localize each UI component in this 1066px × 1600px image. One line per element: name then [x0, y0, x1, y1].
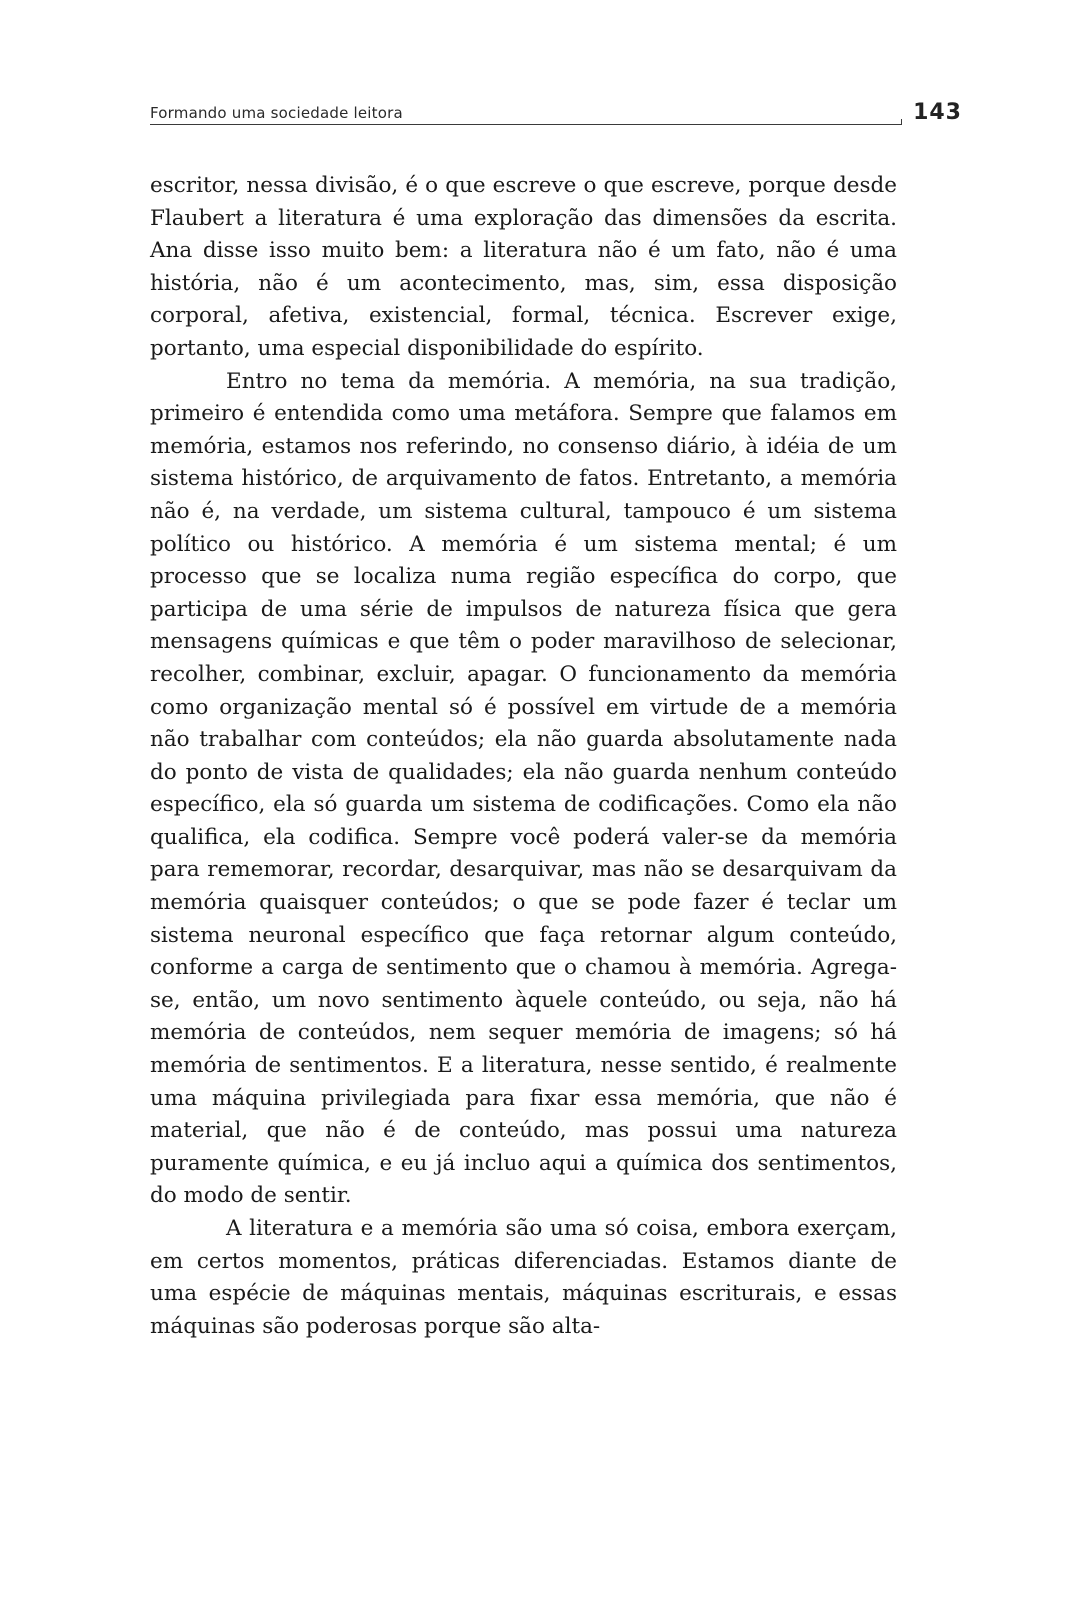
header-rule-tick: [901, 119, 902, 125]
paragraph-continuation: escritor, nessa divisão, é o que escreve o que escreve, porque desde Flaubert a literatura é uma exploração das dimensões da escrita. Ana disse isso muito bem: a literatura não é um fato, não é uma história, não é um acontecimento, mas, sim, essa disposição corporal, afetiva, existencial, formal, técnica. Escrever exige, portanto, uma especial disponibilidade do espírito.: [150, 173, 897, 361]
page-number: 143: [913, 100, 962, 125]
header-rule: [150, 124, 902, 125]
paragraph-memory: Entro no tema da memória. A memória, na sua tradição, primeiro é entendida como uma metáfora. Sempre que falamos em memória, estamos nos referindo, no consenso diário, à idéia de um sistema histórico, de arquivamento de fatos. Entretanto, a memória não é, na verdade, um sistema cultural, tampouco é um sistema político ou histórico. A memória é um sistema mental; é um processo que se localiza numa região específica do corpo, que participa de uma série de impulsos de natureza física que gera mensagens químicas e que têm o poder maravilhoso de selecionar, recolher, combinar, excluir, apagar. O funcionamento da memória como organização mental só é possível em virtude de a memória não trabalhar com conteúdos; ela não guarda absolutamente nada do ponto de vista de qualidades; ela não guarda nenhum conteúdo específico, ela só guarda um sistema de codificações. Como ela não qualifica, ela codifica. Sempre você poderá valer-se da memória para rememorar, recordar, desarquivar, mas não se desarquivam da memória quaisquer conteúdos; o que se pode fazer é teclar um sistema neuronal específico que faça retornar algum conteúdo, conforme a carga de sentimento que o chamou à memória. Agrega-se, então, um novo sentimento àquele conteúdo, ou seja, não há memória de conteúdos, nem sequer memória de imagens; só há memória de sentimentos. E a literatura, nesse sentido, é realmente uma máquina privilegiada para fixar essa memória, que não é material, que não é de conteúdo, mas possui uma natureza puramente química, e eu já incluo aqui a química dos sentimentos, do modo de sentir.: [150, 368, 897, 1209]
body-text: [150, 170, 897, 1343]
paragraph-literature-memory: A literatura e a memória são uma só coisa, embora exerçam, em certos momentos, práticas diferenciadas. Estamos diante de uma espécie de máquinas mentais, máquinas escriturais, e essas máquinas são poderosas porque são alta-: [150, 1216, 897, 1339]
running-title: Formando uma sociedade leitora: [150, 104, 403, 122]
running-header: [150, 102, 962, 128]
